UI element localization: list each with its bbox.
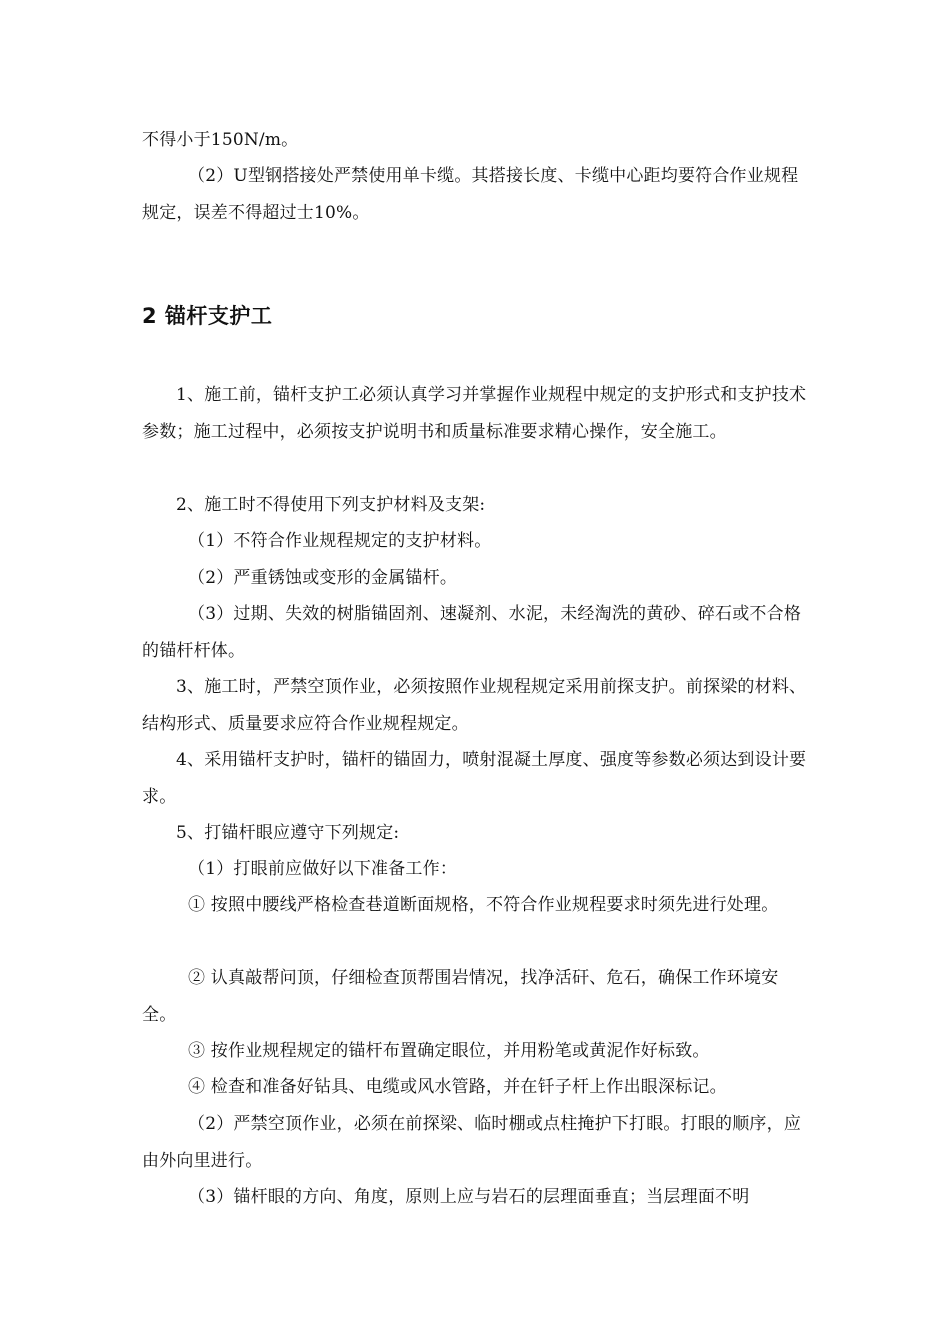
paragraph-item-5: 5、打锚杆眼应遵守下列规定: (176, 823, 400, 843)
paragraph-item-5-2: （2）严禁空顶作业，必须在前探梁、临时棚或点柱掩护下打眼。打眼的顺序，应由外向里进行。 (142, 1114, 802, 1171)
paragraph-item-5-1-b: ② 认真敲帮问顶，仔细检查顶帮围岩情况，找净活矸、危石，确保工作环境安全。 (142, 968, 779, 1025)
paragraph-item-4: 4、采用锚杆支护时，锚杆的锚固力，喷射混凝土厚度、强度等参数必须达到设计要求。 (142, 750, 807, 807)
section-heading: 2 锚杆支护工 (142, 304, 273, 328)
paragraph-item-5-1: （1）打眼前应做好以下准备工作： (188, 859, 458, 879)
paragraph-item-2-3: （3）过期、失效的树脂锚固剂、速凝剂、水泥，未经淘洗的黄砂、碎石或不合格的锚杆杆体。 (142, 604, 802, 661)
paragraph-item-5-1-c: ③ 按作业规程规定的锚杆布置确定眼位，并用粉笔或黄泥作好标致。 (188, 1041, 710, 1061)
paragraph-item-2-2: （2）严重锈蚀或变形的金属锚杆。 (188, 568, 458, 588)
paragraph-continuation: 不得小于150N/m。 (142, 130, 299, 150)
paragraph-u-steel-splice: （2）U型钢搭接处严禁使用单卡缆。其搭接长度、卡缆中心距均要符合作业规程规定，误差不得超过士10%。 (142, 166, 799, 223)
paragraph-item-2: 2、施工时不得使用下列支护材料及支架: (176, 495, 486, 515)
paragraph-item-3: 3、施工时，严禁空顶作业，必须按照作业规程规定采用前探支护。前探梁的材料、结构形式、质量要求应符合作业规程规定。 (142, 677, 807, 734)
paragraph-item-1: 1、施工前，锚杆支护工必须认真学习并掌握作业规程中规定的支护形式和支护技术参数；施工过程中，必须按支护说明书和质量标准要求精心操作，安全施工。 (142, 385, 807, 442)
paragraph-item-5-1-d: ④ 检查和准备好钻具、电缆或风水管路，并在钎子杆上作出眼深标记。 (188, 1077, 727, 1097)
paragraph-item-5-1-a: ① 按照中腰线严格检查巷道断面规格，不符合作业规程要求时须先进行处理。 (188, 895, 779, 915)
paragraph-item-5-3: （3）锚杆眼的方向、角度，原则上应与岩石的层理面垂直；当层理面不明 (188, 1187, 750, 1207)
paragraph-item-2-1: （1）不符合作业规程规定的支护材料。 (188, 531, 492, 551)
